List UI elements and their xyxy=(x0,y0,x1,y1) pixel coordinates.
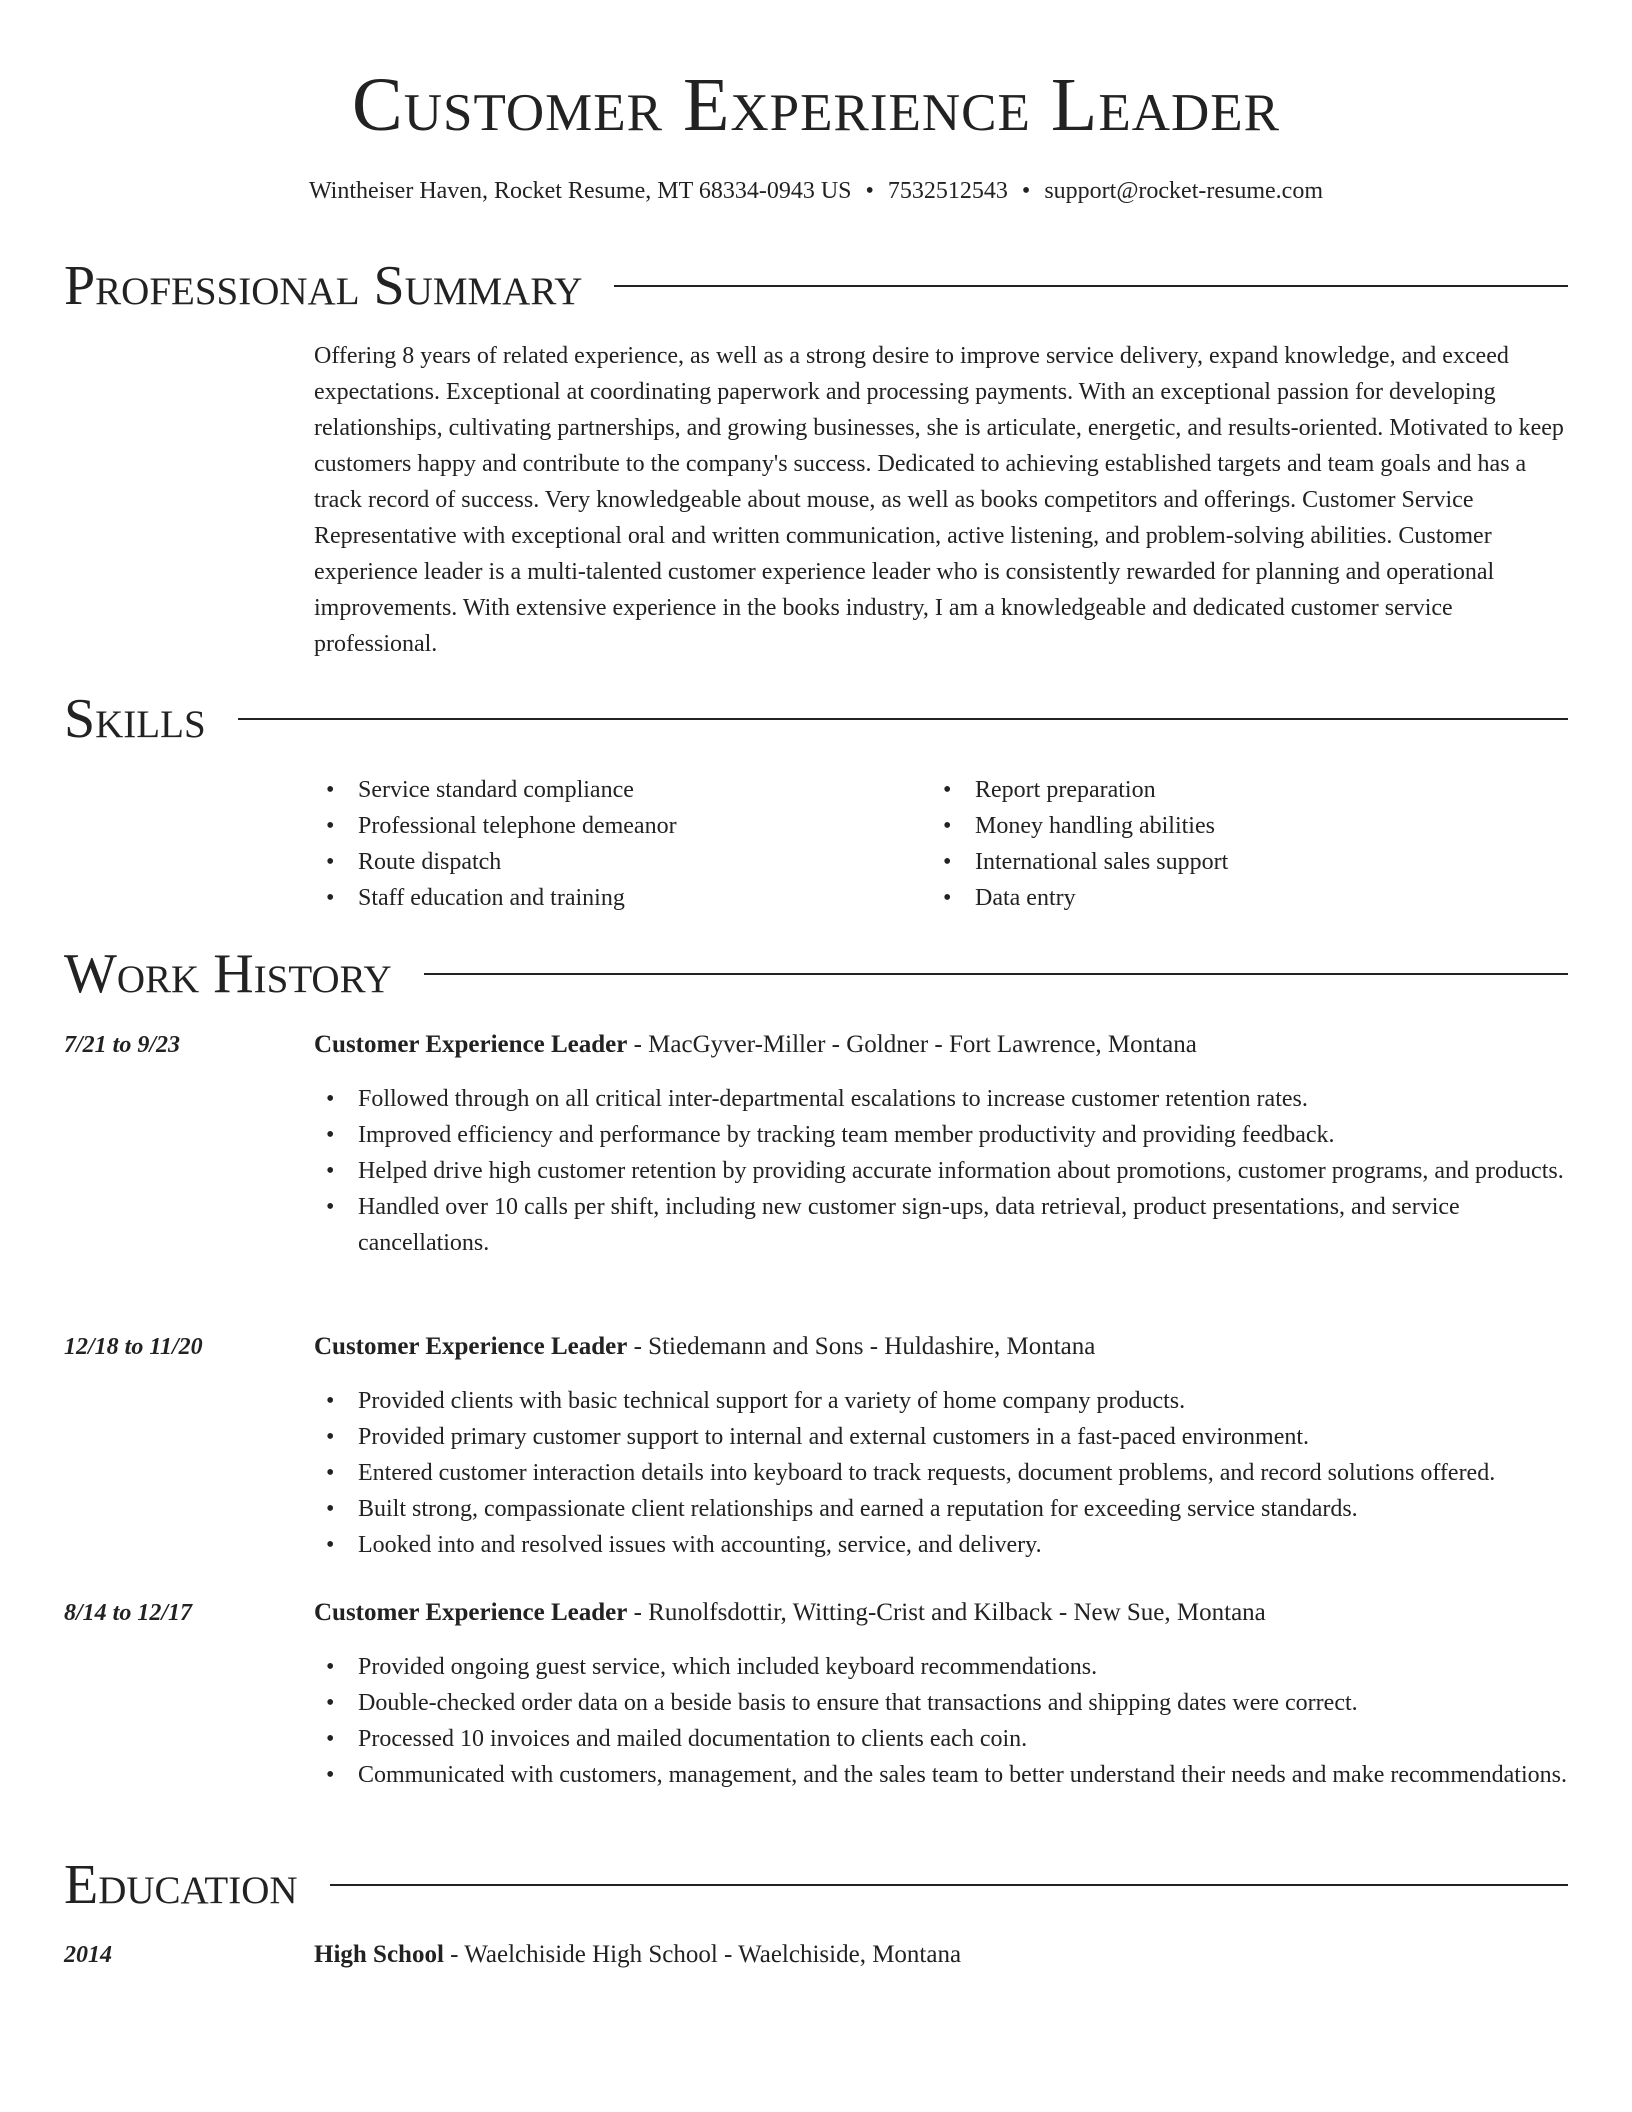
contact-address: Wintheiser Haven, Rocket Resume, MT 68334-0943 US xyxy=(308,178,852,204)
skill-item: • Data entry xyxy=(931,880,1548,916)
duty-item: • Handled over 10 calls per shift, including new customer sign-ups, data retrieval, product presentations, and service cancellations. xyxy=(314,1189,1568,1261)
education-heading xyxy=(314,1937,1568,1973)
skills-list xyxy=(314,772,1568,916)
section-title-skills: Skills xyxy=(64,688,206,750)
duty-item: • Provided ongoing guest service, which included keyboard recommendations. xyxy=(314,1649,1568,1685)
job-duties xyxy=(314,1383,1568,1563)
section-title-education: Education xyxy=(64,1854,298,1916)
skill-item: • Money handling abilities xyxy=(931,808,1548,844)
duty-item: • Provided clients with basic technical support for a variety of home company products. xyxy=(314,1383,1568,1419)
education-year: 2014 xyxy=(64,1942,112,1968)
skill-item: • Staff education and training xyxy=(314,880,931,916)
section-header-summary xyxy=(64,253,1568,319)
duty-item: • Communicated with customers, management, and the sales team to better understand their needs and make recommendations. xyxy=(314,1757,1568,1793)
education-school: - Waelchiside High School - Waelchiside, Montana xyxy=(443,1941,962,1968)
contact-phone: 7532512543 xyxy=(887,178,1008,204)
section-divider xyxy=(614,285,1568,287)
job-heading xyxy=(314,1027,1568,1063)
skills-column-right xyxy=(931,772,1548,916)
skill-item: • Professional telephone demeanor xyxy=(314,808,931,844)
contact-separator: • xyxy=(1021,178,1031,204)
section-title-summary: Professional Summary xyxy=(64,255,583,317)
section-title-work-history: Work History xyxy=(64,943,392,1005)
job-employer: - Runolfsdottir, Witting-Crist and Kilback - New Sue, Montana xyxy=(627,1599,1266,1626)
duty-item: • Looked into and resolved issues with accounting, service, and delivery. xyxy=(314,1527,1568,1563)
contact-line xyxy=(0,174,1632,208)
section-header-skills xyxy=(64,686,1568,752)
job-title: Customer Experience Leader xyxy=(314,1031,628,1058)
job-employer: - MacGyver-Miller - Goldner - Fort Lawrence, Montana xyxy=(627,1031,1197,1058)
job-dates: 7/21 to 9/23 xyxy=(64,1032,181,1058)
job-title: Customer Experience Leader xyxy=(314,1599,628,1626)
skill-item: • Service standard compliance xyxy=(314,772,931,808)
duty-item: • Processed 10 invoices and mailed documentation to clients each coin. xyxy=(314,1721,1568,1757)
duty-item: • Improved efficiency and performance by tracking team member productivity and providing feedback. xyxy=(314,1117,1568,1153)
job-heading xyxy=(314,1595,1568,1631)
section-divider xyxy=(424,973,1568,975)
section-divider xyxy=(330,1884,1568,1886)
section-header-work-history xyxy=(64,941,1568,1007)
summary-text: Offering 8 years of related experience, as well as a strong desire to improve service delivery, expand knowledge, and exceed expectations. Exceptional at coordinating paperwork and processing payments. With an exceptional passion for developing relationships, cultivating partnerships, and growing businesses, she is articulate, energetic, and results-oriented. Motivated to keep customers happy and contribute to the company's success. Dedicated to achieving established targets and team goals and has a track record of success. Very knowledgeable about mouse, as well as books competitors and offerings. Customer Service Representative with exceptional oral and written communication, active listening, and problem-solving abilities. Customer experience leader is a multi-talented customer experience leader who is consistently rewarded for planning and operational improvements. With extensive experience in the books industry, I am a knowledgeable and dedicated customer service professional. xyxy=(314,343,1564,657)
job-title: Customer Experience Leader xyxy=(314,1333,628,1360)
duty-item: • Followed through on all critical inter-departmental escalations to increase customer retention rates. xyxy=(314,1081,1568,1117)
duty-item: • Helped drive high customer retention by providing accurate information about promotions, customer programs, and products. xyxy=(314,1153,1568,1189)
skill-item: • Report preparation xyxy=(931,772,1548,808)
skill-item: • Route dispatch xyxy=(314,844,931,880)
job-dates: 8/14 to 12/17 xyxy=(64,1600,193,1626)
duty-item: • Entered customer interaction details into keyboard to track requests, document problems, and record solutions offered. xyxy=(314,1455,1568,1491)
job-heading xyxy=(314,1329,1568,1365)
duty-item: • Provided primary customer support to internal and external customers in a fast-paced environment. xyxy=(314,1419,1568,1455)
contact-email: support@rocket-resume.com xyxy=(1044,178,1323,204)
section-header-education xyxy=(64,1852,1568,1918)
job-employer: - Stiedemann and Sons - Huldashire, Montana xyxy=(627,1333,1096,1360)
contact-separator: • xyxy=(865,178,874,204)
job-duties xyxy=(314,1081,1568,1261)
duty-item: • Double-checked order data on a beside basis to ensure that transactions and shipping dates were correct. xyxy=(314,1685,1568,1721)
education-degree: High School xyxy=(314,1941,444,1968)
job-duties xyxy=(314,1649,1568,1793)
duty-item: • Built strong, compassionate client relationships and earned a reputation for exceeding service standards. xyxy=(314,1491,1568,1527)
section-divider xyxy=(238,718,1568,720)
skill-item: • International sales support xyxy=(931,844,1548,880)
job-dates: 12/18 to 11/20 xyxy=(64,1334,203,1360)
candidate-name: Customer Experience Leader xyxy=(352,63,1280,147)
skills-column-left xyxy=(314,772,931,916)
